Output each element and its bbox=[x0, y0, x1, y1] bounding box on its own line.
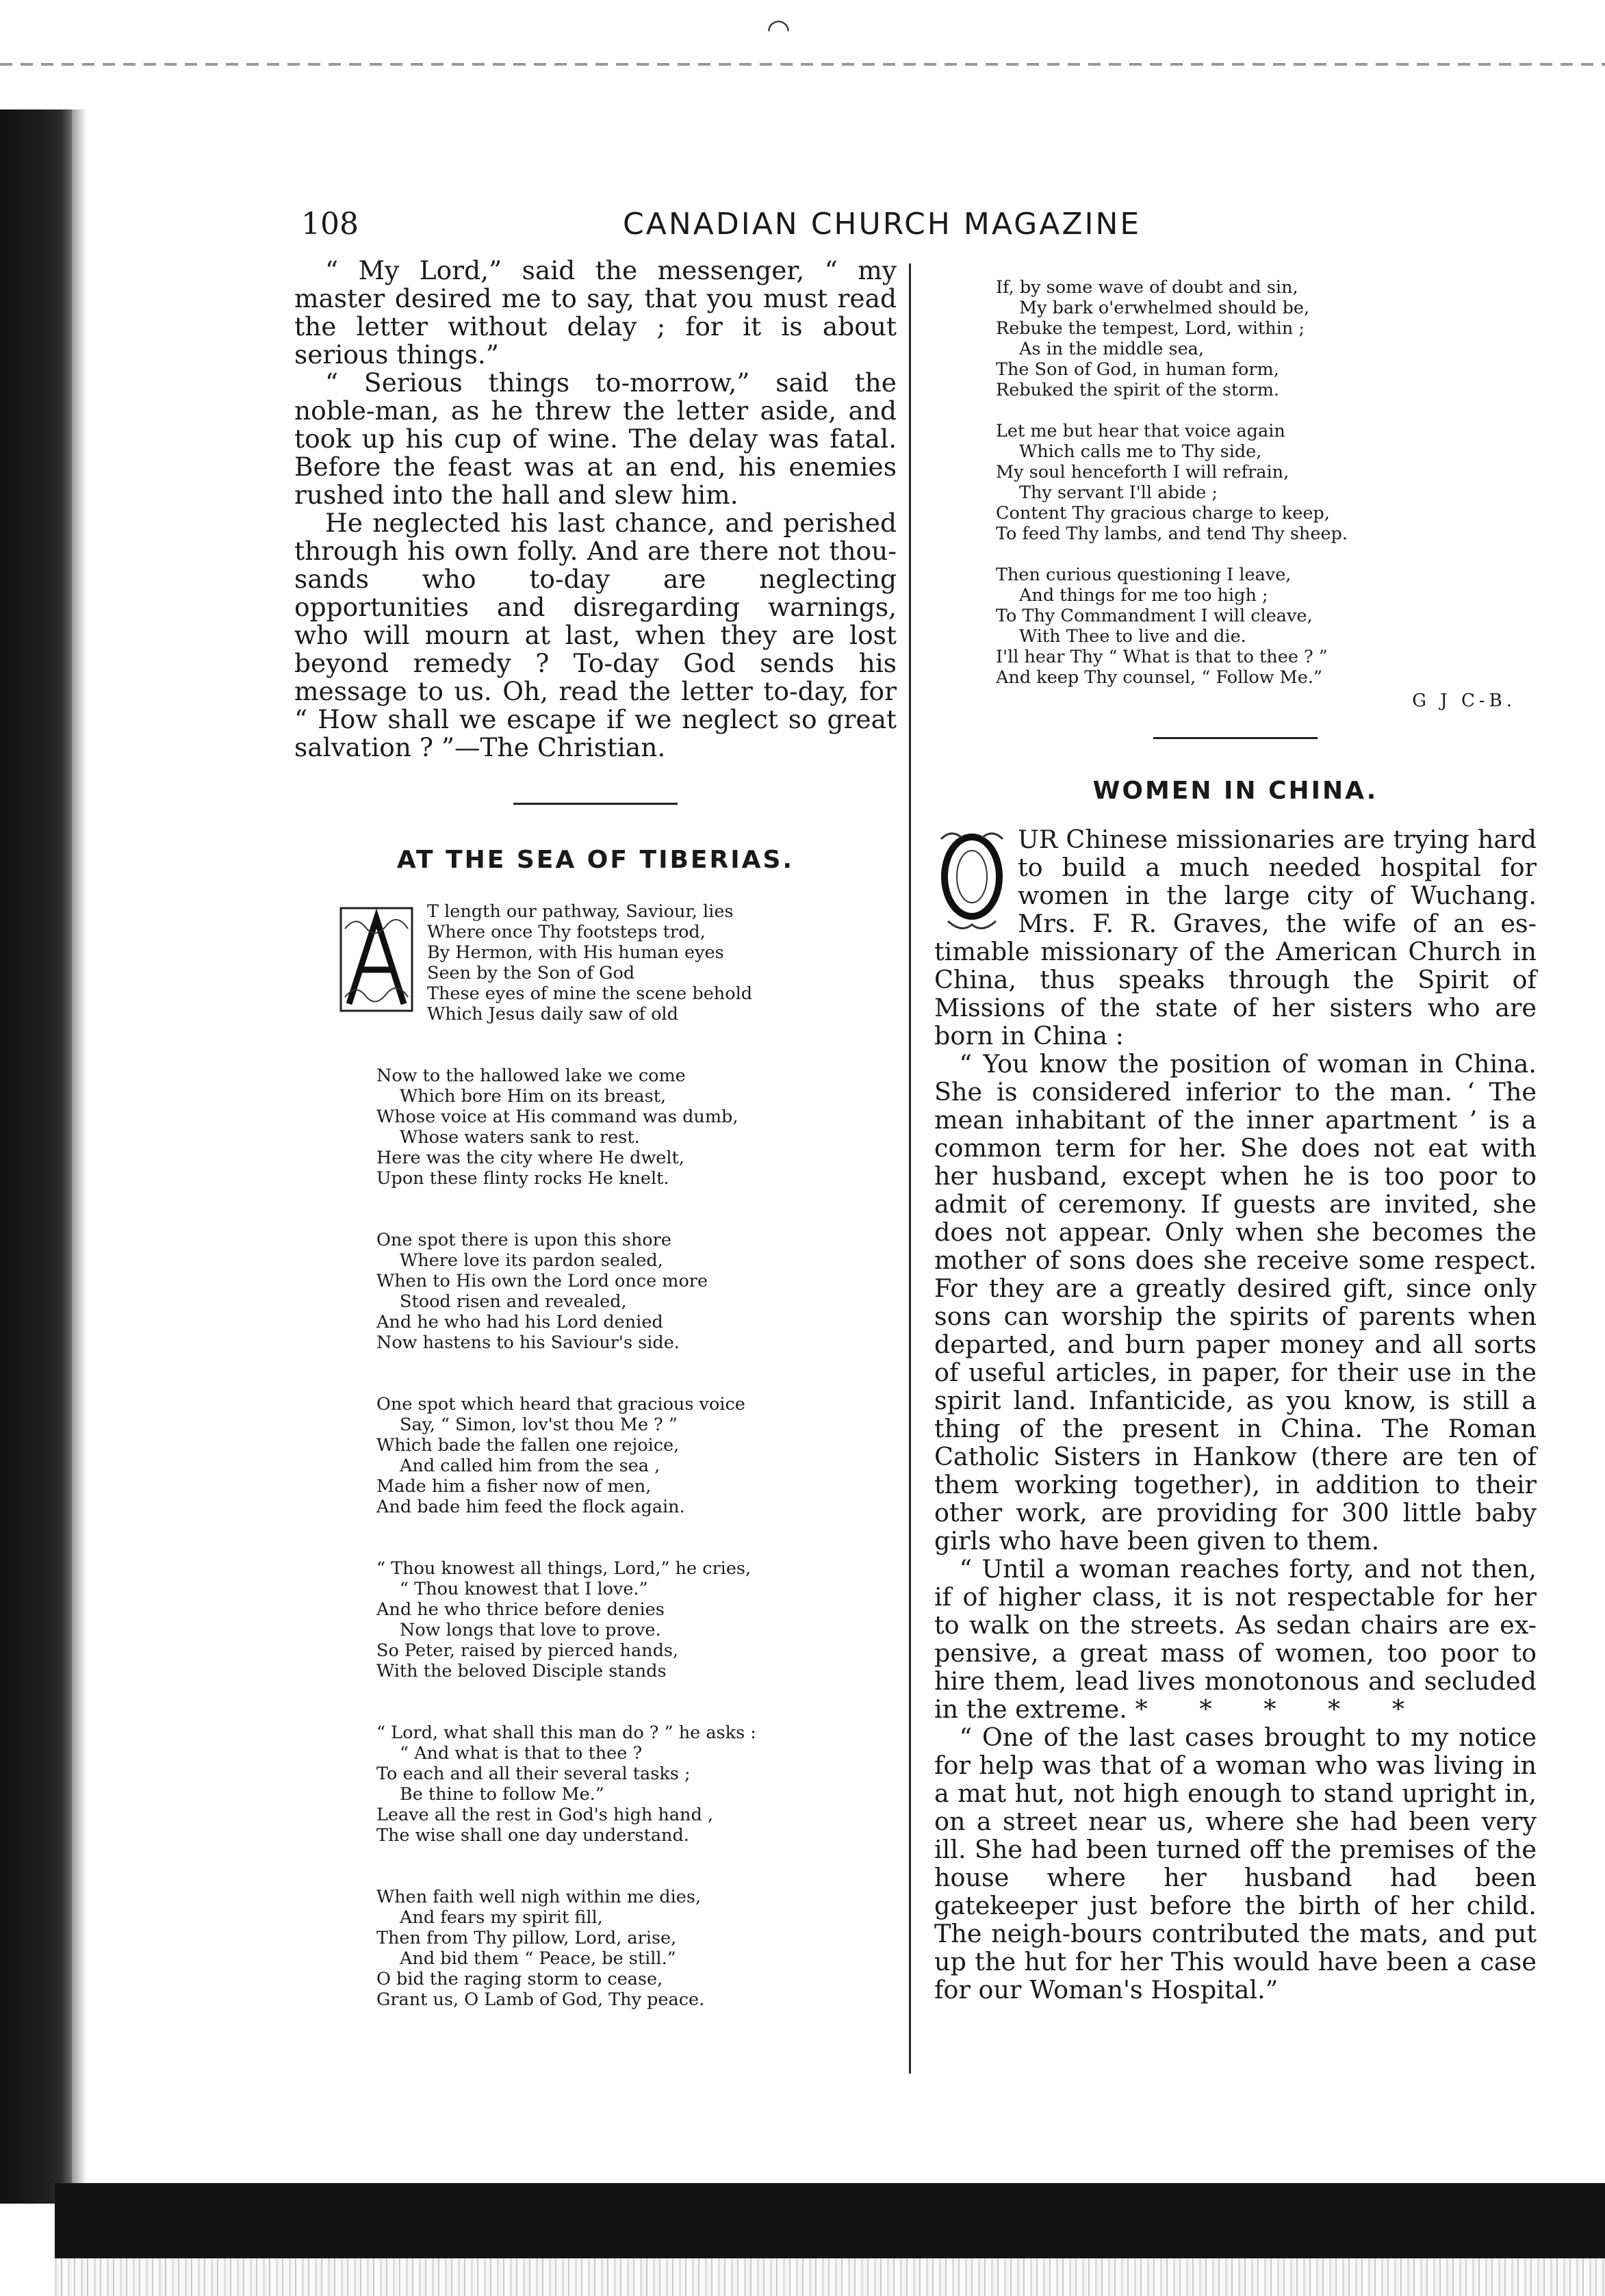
article-paragraph: “ You know the position of woman in China. She is considered inferior to the man. ‘ The mean inhabitant of the inner apartment ’ is a common term for her. She does not eat with her husband, except when he is too poor to admit of ceremony. If guests are invited, she does not appear. Only when she becomes the mother of sons does she receive some respect. For they are a greatly desired gift, since only sons can worship the spirits of parents when departed, and burn paper money and all sorts of useful articles, in paper, for their use in the spirit land. Infanticide, as you know, is still a thing of the present in China. The Roman Catholic Sisters in Hankow (there are ten of them working together), in addition to their other work, are providing for 300 little baby girls who have been given to them. bbox=[934, 1049, 1537, 1556]
poem-line: Grant us, O Lamb of God, Thy peace. bbox=[376, 1989, 705, 2010]
page-number: 108 bbox=[301, 207, 359, 242]
article-title: WOMEN IN CHINA. bbox=[1092, 777, 1378, 805]
scan-bottom-band bbox=[55, 2183, 1605, 2258]
poem-line: Rebuked the spirit of the storm. bbox=[996, 380, 1280, 400]
poem-stanza-1 bbox=[294, 901, 897, 1024]
poem-line: Then from Thy pillow, Lord, arise, bbox=[376, 1928, 677, 1948]
ornamental-o-icon bbox=[934, 825, 1010, 935]
scan-bottom-noise bbox=[55, 2258, 1605, 2296]
poem-line: When to His own the Lord once more bbox=[376, 1271, 708, 1291]
right-column bbox=[934, 277, 1537, 2004]
poem-line: One spot there is upon this shore bbox=[376, 1230, 671, 1250]
poem-stanza-5 bbox=[294, 1558, 897, 1681]
scan-artifact-mark: ◠ bbox=[767, 14, 791, 45]
poem-stanza-7 bbox=[294, 1887, 897, 2010]
poem-line: “ Lord, what shall this man do ? ” he asks : bbox=[376, 1723, 756, 1743]
scan-top-line bbox=[0, 63, 1605, 66]
poem-stanza-10 bbox=[934, 565, 1537, 688]
poem-line: The wise shall one day understand. bbox=[376, 1825, 689, 1846]
poem-line: And fears my spirit fill, bbox=[400, 1907, 603, 1928]
left-column bbox=[294, 257, 897, 2010]
article-paragraph bbox=[934, 1555, 1537, 1723]
poem-line: Whose waters sank to rest. bbox=[400, 1127, 640, 1148]
poem-line: So Peter, raised by pierced hands, bbox=[376, 1640, 679, 1661]
ornamental-a-icon bbox=[335, 901, 418, 1018]
poem-line: And he who had his Lord denied bbox=[376, 1312, 663, 1332]
poem-stanza-6 bbox=[294, 1723, 897, 1846]
poem-line: Upon these flinty rocks He knelt. bbox=[376, 1168, 669, 1189]
story-paragraph: “ My Lord,” said the messenger, “ my master desired me to say, that you must read the letter without delay ; for it is about serious things.” bbox=[294, 255, 897, 370]
poem-line: And he who thrice before denies bbox=[376, 1599, 665, 1620]
poem-stanza-4 bbox=[294, 1394, 897, 1517]
poem-line: To each and all their several tasks ; bbox=[376, 1764, 691, 1784]
poem-line: Stood risen and revealed, bbox=[400, 1291, 627, 1312]
poem-line: Which bore Him on its breast, bbox=[400, 1086, 667, 1107]
poem-line: With the beloved Disciple stands bbox=[376, 1661, 667, 1681]
poem-line: And called him from the sea , bbox=[400, 1456, 660, 1476]
poem-line: And bid them “ Peace, be still.” bbox=[400, 1948, 676, 1969]
column-divider bbox=[909, 263, 911, 2074]
scan-left-edge bbox=[0, 109, 72, 2204]
page-header bbox=[301, 207, 1547, 248]
poem-line: By Hermon, with His human eyes bbox=[427, 942, 724, 963]
story-paragraph: “ Serious things to-morrow,” said the noble-man, as he threw the letter aside, and took up his cup of wine. The delay was fatal. Before the feast was at an end, his enemies rushed into the hall and slew him. bbox=[294, 367, 897, 510]
poem-line: Which bade the fallen one rejoice, bbox=[376, 1435, 680, 1456]
article-paragraph-text: “ Until a woman reaches forty, and not then, if of higher class, it is not respectable for her to walk on the streets. As sedan chairs are ex-pensive, a great mass of women, too poor to hire them, lead lives monotonous and secluded in the extreme. bbox=[934, 1554, 1537, 1724]
article-paragraph: “ One of the last cases brought to my notice for help was that of a woman who was living in a mat hut, not high enough to stand upright in, on a street near us, where she had been very ill. She had been turned off the premises of the house where her husband had been gatekeeper just before the birth of her child. The neigh-bours contributed the mats, and put up the hut for her This would have been a case for our Woman's Hospital.” bbox=[934, 1723, 1537, 2004]
poem-line: Now to the hallowed lake we come bbox=[376, 1066, 686, 1086]
story-text bbox=[294, 257, 897, 762]
poem-line: Here was the city where He dwelt, bbox=[376, 1148, 684, 1168]
poem-line: Where love its pardon sealed, bbox=[400, 1250, 663, 1271]
ornamental-dropcap-o bbox=[934, 825, 1010, 935]
section-break-stars: * * * * * bbox=[1135, 1694, 1427, 1724]
poem-line: To feed Thy lambs, and tend Thy sheep. bbox=[996, 524, 1348, 544]
poem-line: Where once Thy footsteps trod, bbox=[427, 922, 706, 942]
poem-title: AT THE SEA OF TIBERIAS. bbox=[396, 846, 795, 874]
poem-line: Let me but hear that voice again bbox=[996, 421, 1285, 441]
poem-line: My bark o'erwhelmed should be, bbox=[1019, 298, 1310, 318]
story-paragraph: He neglected his last chance, and perished through his own folly. And are there not thou-sands who to-day are neglecting opportunities and disregarding warnings, who will mourn at last, when they are lost beyond remedy ? To-day God sends his message to us. Oh, read the letter to-day, for “ How shall we escape if we neglect so great salvation ? ”—The Christian. bbox=[294, 508, 897, 762]
poem-line: Then curious questioning I leave, bbox=[996, 565, 1292, 585]
poem-line: With Thee to live and die. bbox=[1019, 626, 1246, 647]
poem-line: Which calls me to Thy side, bbox=[1019, 441, 1262, 462]
poem-line: “ And what is that to thee ? bbox=[400, 1743, 643, 1764]
poem-line: And keep Thy counsel, “ Follow Me.” bbox=[996, 667, 1323, 688]
scan-left-edge-fade bbox=[72, 109, 87, 2204]
poem-line: As in the middle sea, bbox=[1019, 339, 1204, 359]
poem-line: If, by some wave of doubt and sin, bbox=[996, 277, 1298, 298]
poem-line: Now longs that love to prove. bbox=[400, 1620, 661, 1640]
poem-signature: G J C-B. bbox=[1412, 691, 1516, 711]
poem-line: Now hastens to his Saviour's side. bbox=[376, 1332, 680, 1353]
poem-line: T length our pathway, Saviour, lies bbox=[427, 901, 734, 922]
journal-title: CANADIAN CHURCH MAGAZINE bbox=[623, 207, 1142, 242]
poem-line: I'll hear Thy “ What is that to thee ? ” bbox=[996, 647, 1328, 667]
poem-line: Thy servant I'll abide ; bbox=[1019, 482, 1218, 503]
poem-line: The Son of God, in human form, bbox=[996, 359, 1279, 380]
poem-line: Made him a fisher now of men, bbox=[376, 1476, 652, 1497]
article-text bbox=[934, 825, 1537, 2004]
poem-line: And things for me too high ; bbox=[1019, 585, 1268, 606]
poem-line: Whose voice at His command was dumb, bbox=[376, 1107, 739, 1127]
poem-line: “ Thou knowest all things, Lord,” he cries, bbox=[376, 1558, 752, 1579]
poem-line: Be thine to follow Me.” bbox=[400, 1784, 604, 1805]
poem-line: Content Thy gracious charge to keep, bbox=[996, 503, 1330, 524]
poem-line: Leave all the rest in God's high hand , bbox=[376, 1805, 713, 1825]
poem-line: O bid the raging storm to cease, bbox=[376, 1969, 663, 1989]
poem-line: “ Thou knowest that I love.” bbox=[400, 1579, 648, 1599]
poem-line: One spot which heard that gracious voice bbox=[376, 1394, 745, 1415]
poem-line: Rebuke the tempest, Lord, within ; bbox=[996, 318, 1305, 339]
poem-stanza-9 bbox=[934, 421, 1537, 544]
poem-line: To Thy Commandment I will cleave, bbox=[996, 606, 1313, 626]
poem-line: When faith well nigh within me dies, bbox=[376, 1887, 702, 1907]
poem-stanza-2 bbox=[294, 1066, 897, 1189]
poem-line: My soul henceforth I will refrain, bbox=[996, 462, 1289, 482]
poem-line: Say, “ Simon, lov'st thou Me ? ” bbox=[400, 1415, 678, 1435]
article-paragraph: UR Chinese missionaries are trying hard to build a much needed hospital for women in the large city of Wuchang. Mrs. F. R. Graves, the wife of an es-timable missionary of the American Church in China, thus speaks through the Spirit of Missions of the state of her sisters who are born in China : bbox=[934, 825, 1537, 1050]
poem-line: Which Jesus daily saw of old bbox=[427, 1004, 678, 1024]
ornamental-dropcap-a bbox=[335, 901, 418, 1018]
poem-stanza-3 bbox=[294, 1230, 897, 1353]
poem-line: Seen by the Son of God bbox=[427, 963, 635, 983]
poem-stanza-8 bbox=[934, 277, 1537, 400]
poem-line: And bade him feed the flock again. bbox=[376, 1497, 685, 1517]
poem-line: These eyes of mine the scene behold bbox=[427, 983, 753, 1004]
